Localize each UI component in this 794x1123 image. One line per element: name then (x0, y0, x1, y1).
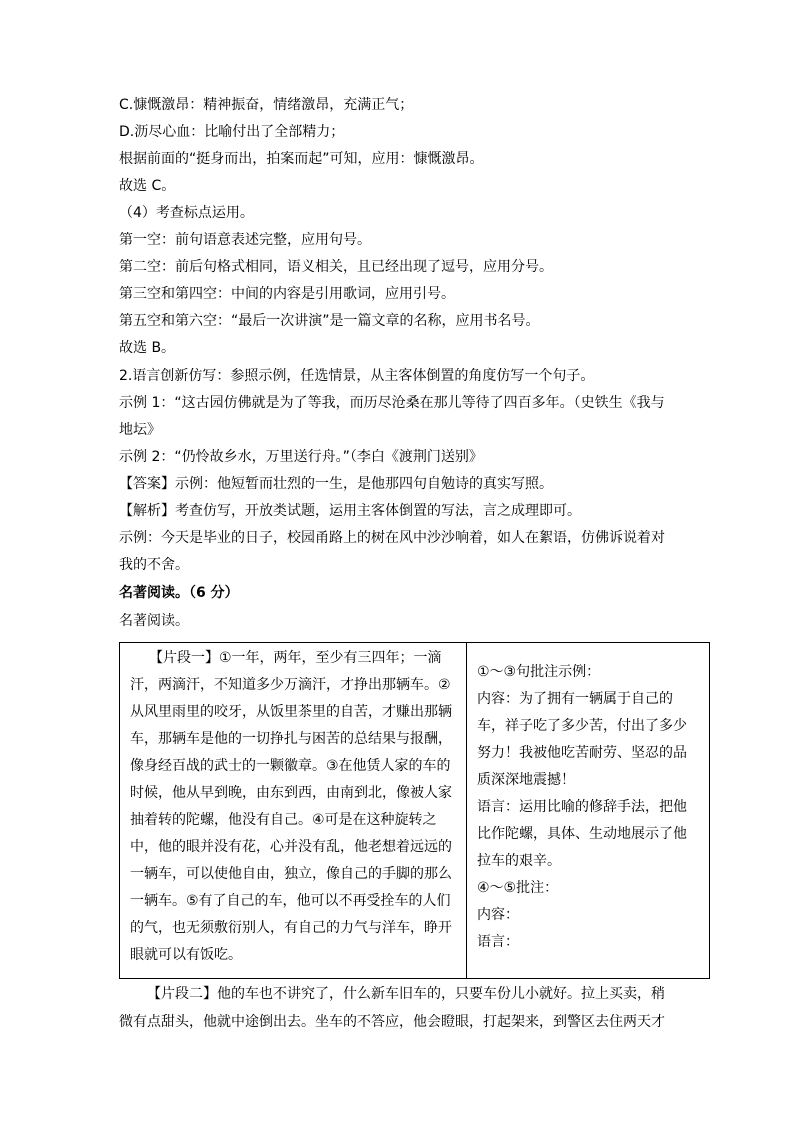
analysis-line: 【解析】考查仿写，开放类试题，运用主客体倒置的写法，言之成理即可。 (119, 503, 581, 519)
text-line: 第五空和第六空：“最后一次讲演”是一篇文章的名称，应用书名号。 (119, 313, 540, 329)
annotation-line: 内容：为了拥有一辆属于自己的 (477, 691, 673, 707)
text-line: 地坛》 (119, 422, 161, 438)
annotation-cell (467, 643, 710, 979)
excerpt-line: 汗，两滴汗，不知道多少万滴汗，才挣出那辆车。② (130, 677, 451, 693)
text-line: （4）考查标点运用。 (119, 205, 254, 221)
section-intro: 名著阅读。 (119, 613, 189, 629)
annotation-line: 内容： (477, 907, 519, 923)
text-line: 2.语言创新仿写：参照示例，任选情景，从主客体倒置的角度仿写一个句子。 (119, 368, 595, 384)
annotation-line: 比作陀螺，具体、生动地展示了他 (477, 826, 687, 842)
excerpt-line: 一辆车。⑤有了自己的车，他可以不再受拴车的人们 (130, 893, 451, 909)
excerpt-line: 眼就可以有饭吃。 (130, 947, 242, 963)
excerpt-line: 像身经百战的武士的一颗徽章。③在他赁人家的车的 (130, 758, 451, 774)
annotation-line: 语言：运用比喻的修辞手法，把他 (477, 799, 687, 815)
reading-table (119, 642, 710, 979)
text-line: D.沥尽心血：比喻付出了全部精力； (119, 124, 345, 140)
annotation-line: 语言： (477, 934, 519, 950)
section-heading: 名著阅读。（6 分） (119, 585, 239, 601)
annotation-line: 拉车的艰辛。 (477, 853, 561, 869)
annotation-line: 车，祥子吃了多少苦，付出了多少 (477, 718, 687, 734)
annotation-line: 努力！我被他吃苦耐劳、坚忍的品 (477, 745, 687, 761)
excerpt-line: 的气，也无须敷衍别人，有自己的力气与洋车，睁开 (130, 920, 452, 936)
excerpt-line: 【片段一】①一年，两年，至少有三四年；一滴 (149, 650, 442, 666)
annotation-line: ①～③句批注示例： (477, 664, 601, 680)
annotation-line: 质深深地震撼！ (477, 772, 575, 788)
answer-line: 【答案】示例：他短暂而壮烈的一生，是他那四句自勉诗的真实写照。 (119, 476, 553, 492)
excerpt-line: 抽着转的陀螺，他没有自己。④可是在这种旋转之 (130, 812, 437, 828)
excerpt-line: 车，那辆车是他的一切挣扎与困苦的总结果与报酬， (130, 731, 452, 747)
excerpt-line: 一辆车，可以使他自由，独立，像自己的手脚的那么 (130, 866, 452, 882)
text-line: 根据前面的“挺身而出，拍案而起”可知，应用：慷慨激昂。 (119, 151, 484, 167)
excerpt-line: 从风里雨里的咬牙，从饭里茶里的自苦，才赚出那辆 (130, 704, 452, 720)
text-line: C.慷慨激昂：精神振奋，情绪激昂，充满正气； (119, 97, 414, 113)
text-line: 【片段二】他的车也不讲究了，什么新车旧车的，只要车份儿小就好。拉上买卖，稍 (147, 986, 665, 1002)
annotation-line: ④～⑤批注： (477, 880, 559, 896)
text-line: 示例：今天是毕业的日子，校园甬路上的树在风中沙沙响着，如人在絮语，仿佛诉说着对 (119, 530, 665, 546)
text-line: 示例 1：“这古园仿佛就是为了等我，而历尽沧桑在那儿等待了四百多年。（史铁生《我与 (119, 395, 665, 411)
text-line: 故选 C。 (119, 178, 176, 194)
excerpt-cell (120, 643, 467, 979)
text-line: 微有点甜头，他就中途倒出去。坐车的不答应，他会瞪眼，打起架来，到警区去住两天才 (119, 1014, 665, 1030)
text-line: 第二空：前后句格式相同，语义相关，且已经出现了逗号，应用分号。 (119, 259, 553, 275)
excerpt-line: 中，他的眼并没有花，心并没有乱，他老想着远远的 (130, 839, 452, 855)
text-line: 第三空和第四空：中间的内容是引用歌词，应用引号。 (119, 286, 455, 302)
excerpt-line: 时候，他从早到晚，由东到西，由南到北，像被人家 (130, 785, 452, 801)
text-line: 故选 B。 (119, 340, 176, 356)
text-line: 示例 2：“仍怜故乡水，万里送行舟。”（李白《渡荆门送别》 (119, 449, 483, 465)
text-line: 第一空：前句语意表述完整，应用句号。 (119, 232, 371, 248)
text-line: 我的不舍。 (119, 557, 189, 573)
